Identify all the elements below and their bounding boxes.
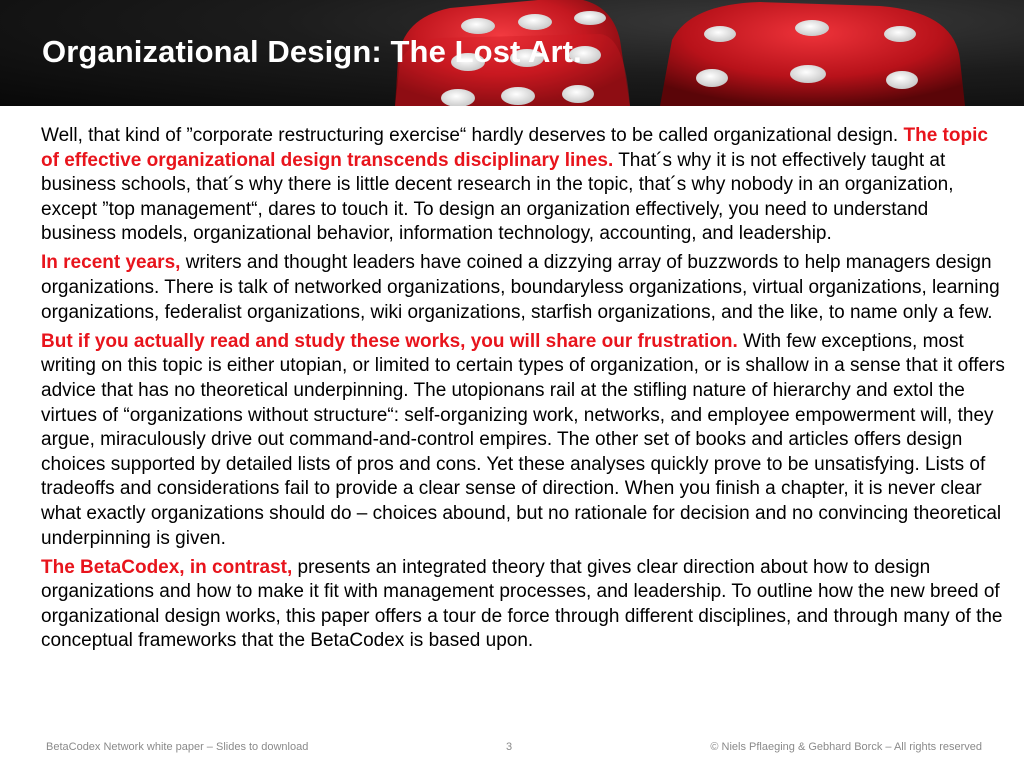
paragraph-intro-highlight: The topic of effective organizational design transcends disciplinary lines.: [41, 125, 988, 171]
paragraph-intro: [41, 124, 1007, 247]
footer-copyright: © Niels Pflaeging & Gebhard Borck – All rights reserved: [710, 741, 982, 753]
paragraph-frustration-text: With few exceptions, most writing on this topic is either utopian, or limited to certain types of organization, or is shallow in a sense that it offers advice that has no theoretical underpinning. The utopionans rail at the stifling nature of hierarchy and extol the virtues of “organizations without structure“: self-organizing work, networks, and employee empowerment will, they argue, miraculously drive out command-and-control empires. The other set of books and articles offers design choices supported by detailed lists of pros and cons. Yet these analyses quickly prove to be unsatisfying. Lists of tradeoffs and considerations fail to provide a clear sense of direction. When you finish a chapter, it is never clear what exactly organizations should do – choices abound, but no rationale for decision and no convincing theoretical underpinning is given.: [41, 330, 1005, 549]
right-die: [660, 2, 965, 106]
slide-title: Organizational Design: The Lost Art.: [42, 34, 582, 69]
paragraph-recent-years-text: writers and thought leaders have coined a dizzying array of buzzwords to help managers design organizations. There is talk of networked organizations, boundaryless organizations, virtual organizations, learning organizations, federalist organizations, wiki organizations, starfish organizations, and the like, to name only a few.: [41, 252, 1000, 323]
slide-footer: [0, 738, 1024, 768]
paragraph-intro-text-start: Well, that kind of ”corporate restructuring exercise“ hardly deserves to be called organizational design.: [41, 125, 904, 146]
paragraph-recent-years-highlight: In recent years,: [41, 252, 181, 274]
paragraph-betacodex: [41, 556, 1007, 654]
paragraph-betacodex-highlight: The BetaCodex, in contrast,: [41, 556, 293, 578]
paragraph-recent-years: [41, 251, 1007, 325]
footer-source: BetaCodex Network white paper – Slides to download: [46, 741, 309, 753]
paragraph-frustration-highlight: But if you actually read and study these works, you will share our frustration.: [41, 330, 738, 352]
page-number: 3: [506, 741, 513, 753]
header-banner: [0, 0, 1024, 106]
paragraph-frustration: [41, 330, 1007, 551]
paragraph-intro-text-end: That´s why it is not effectively taught at business schools, that´s why there is little decent research in the topic, that´s why nobody in an organization, except ”top management“, dares to touch it. To design an organization effectively, you need to understand business models, organizational behavior, information technology, accounting, and leadership.: [41, 149, 954, 245]
slide-body: [41, 124, 1007, 658]
paragraph-betacodex-text: presents an integrated theory that gives clear direction about how to design organizations and how to make it fit with management processes, and leadership. To outline how the new breed of organizational design works, this paper offers a tour de force through different disciplines, and through many of the conceptual frameworks that the BetaCodex is based upon.: [41, 556, 1003, 652]
